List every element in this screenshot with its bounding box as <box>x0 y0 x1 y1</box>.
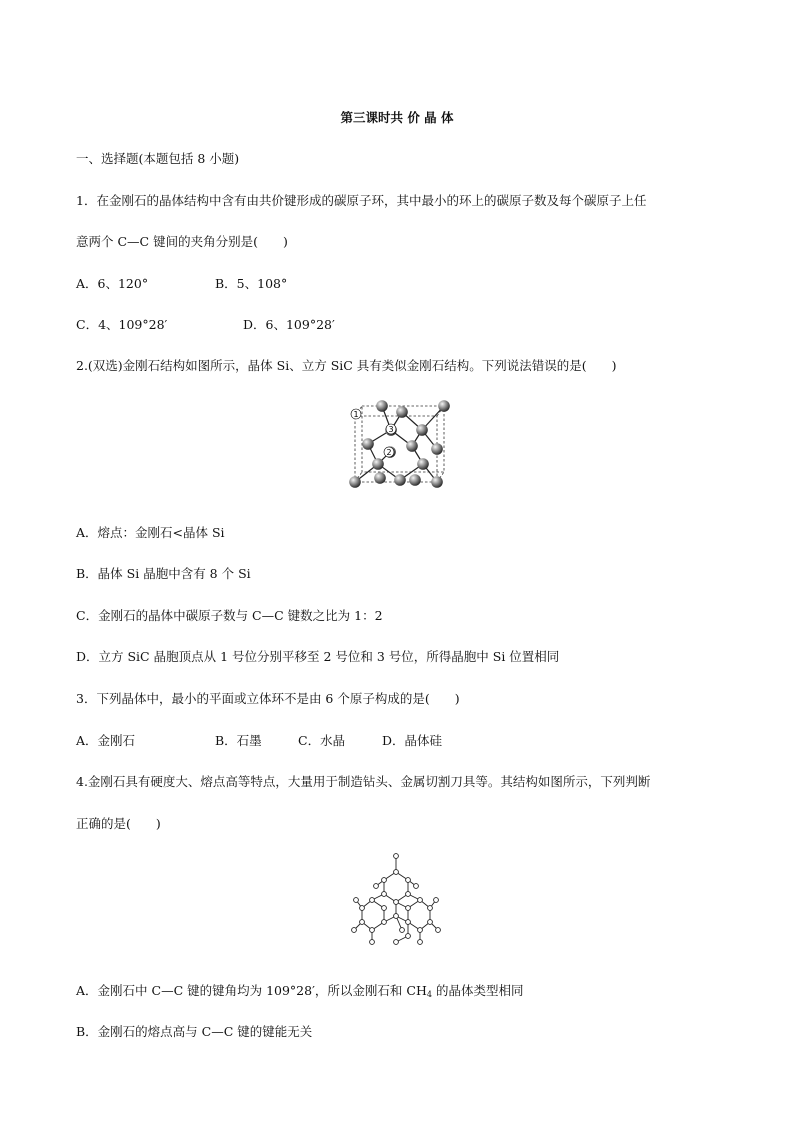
q4-stem-line2: 正确的是( ) <box>76 816 161 831</box>
q3-option-a: A．金刚石 <box>76 733 136 748</box>
q1-stem-line1: 1．在金刚石的晶体结构中含有由共价键形成的碳原子环，其中最小的环上的碳原子数及每个碳原子上任 <box>76 193 647 208</box>
q3-option-c: C．水晶 <box>298 733 346 748</box>
q1-option-b: B．5、108° <box>215 276 288 291</box>
q2-option-c: C．金刚石的晶体中碳原子数与 C—C 键数之比为 1：2 <box>76 608 383 623</box>
q4-option-b: B．金刚石的熔点高与 C—C 键的键能无关 <box>76 1024 313 1039</box>
q3-option-d: D．晶体硅 <box>382 733 443 748</box>
figure-label-1: 1 <box>353 410 359 419</box>
figure-label-3: 3 <box>388 425 394 434</box>
q4-option-a-subscript: 4 <box>426 990 432 999</box>
figure-label-2: 2 <box>386 448 392 457</box>
q4-option-a <box>76 983 523 1003</box>
q1-stem-line2: 意两个 C—C 键间的夹角分别是( ) <box>76 234 288 249</box>
q1-option-d: D．6、109°28′ <box>243 317 335 332</box>
q4-stem-line1: 4.金刚石具有硬度大、熔点高等特点，大量用于制造钻头、金属切割刀具等。其结构如图所示，下列判断 <box>76 774 651 789</box>
diamond-network-figure <box>346 850 446 950</box>
section-heading: 一、选择题(本题包括 8 小题) <box>76 151 240 166</box>
q1-option-c: C．4、109°28′ <box>76 317 168 332</box>
q3-option-b: B．石墨 <box>215 733 262 748</box>
diamond-unit-cell-figure <box>340 394 460 494</box>
q4-option-a-text-end: 的晶体类型相同 <box>431 983 524 998</box>
q4-option-a-text: A．金刚石中 C—C 键的键角均为 109°28′，所以金刚石和 CH <box>76 983 427 998</box>
q2-option-d: D．立方 SiC 晶胞顶点从 1 号位分别平移至 2 号位和 3 号位，所得晶胞中 Si 位置相同 <box>76 649 560 664</box>
q3-stem: 3．下列晶体中，最小的平面或立体环不是由 6 个原子构成的是( ) <box>76 691 460 706</box>
q2-option-b: B．晶体 Si 晶胞中含有 8 个 Si <box>76 566 251 581</box>
page-title: 第三课时共 价 晶 体 <box>340 110 454 125</box>
q2-option-a: A．熔点：金刚石<晶体 Si <box>76 525 225 540</box>
q1-option-a: A．6、120° <box>76 276 149 291</box>
q2-stem: 2.(双选)金刚石结构如图所示，晶体 Si、立方 SiC 具有类似金刚石结构。下列说法错误的是( ) <box>76 358 617 373</box>
